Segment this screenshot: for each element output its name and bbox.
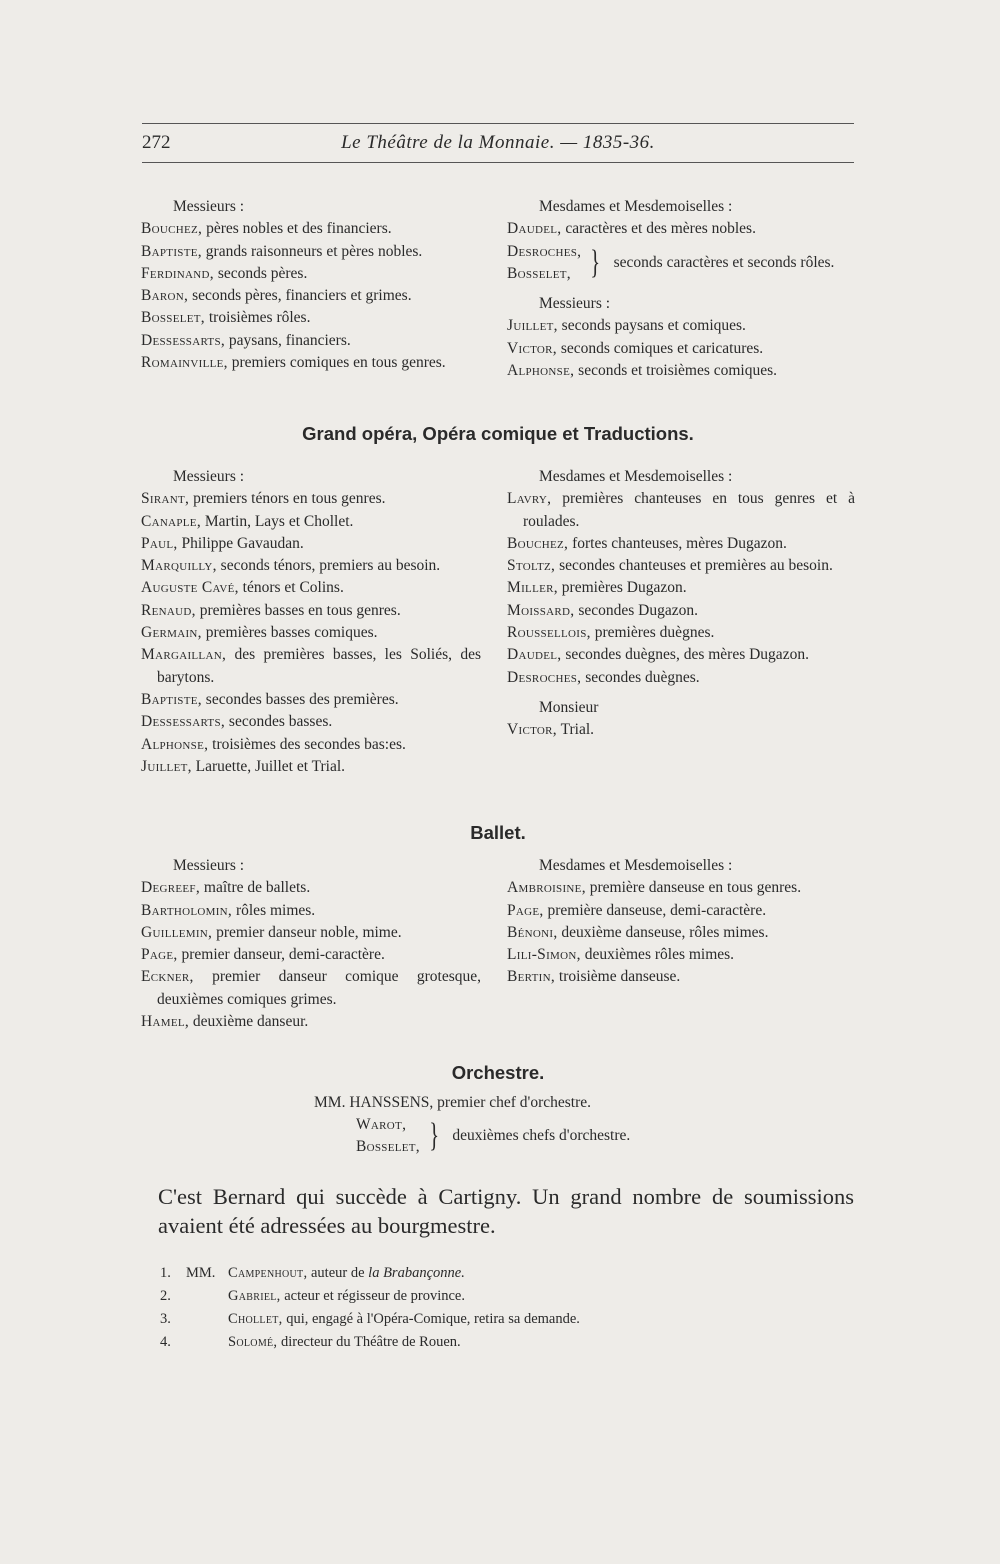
mm-prefix: MM. (314, 1094, 346, 1111)
actor-name: Page, (141, 946, 178, 964)
section-title-opera: Grand opéra, Opéra comique et Traductions. (302, 423, 694, 444)
role-text: secondes duègnes, des mères Dugazon. (561, 646, 809, 664)
mm-prefix (186, 1331, 228, 1354)
cast-entry (141, 330, 481, 352)
brace-group (356, 1114, 630, 1158)
actor-name: Moissard, (507, 601, 575, 619)
role-text: paysans, financiers. (225, 331, 351, 349)
actor-name: Victor, (507, 339, 557, 357)
footnote-number: 4. (160, 1334, 171, 1350)
orchestre-line (314, 1092, 630, 1114)
cast-entry (507, 360, 855, 382)
cast-entry (141, 689, 481, 711)
actor-name: Degreef, (141, 879, 201, 897)
actor-name: Lili-Simon, (507, 946, 581, 964)
actor-name: Bartholomin, (141, 901, 233, 919)
person-name: Chollet, (228, 1311, 283, 1327)
group-heading: Messieurs : (173, 468, 245, 485)
cast-entry (507, 900, 855, 922)
actor-name: Roussellois, (507, 624, 591, 642)
actor-name: Desroches, (507, 242, 582, 260)
cast-entry (141, 966, 481, 1011)
cast-entry (507, 488, 855, 533)
role-text: secondes duègnes. (581, 668, 700, 686)
cast-entry (141, 711, 481, 733)
actor-name: Baptiste, (141, 242, 202, 260)
cast-entry (141, 241, 481, 263)
cast-entry (141, 734, 481, 756)
cast-entry (141, 877, 481, 899)
actor-name: Miller, (507, 579, 558, 597)
footnote (160, 1262, 580, 1285)
cast-entry (507, 944, 855, 966)
cast-entry (141, 577, 481, 599)
actor-name: Hamel, (141, 1013, 190, 1031)
actor-name: Bénoni, (507, 923, 558, 941)
footnote-text: acteur et régisseur de province. (280, 1288, 465, 1304)
person-name: Campenhout, (228, 1265, 308, 1281)
group-heading: Mesdames et Mesdemoiselles : (539, 468, 733, 485)
role-text: deuxièmes rôles mimes. (580, 946, 735, 964)
actor-name: Victor, (507, 721, 557, 739)
cast-entry (507, 338, 855, 360)
role-text: secondes Dugazon. (574, 601, 698, 619)
role-text: deuxième danseur. (189, 1013, 309, 1031)
actor-name: Ambroisine, (507, 879, 586, 897)
actor-name: Juillet, (507, 317, 558, 335)
footnotes (160, 1262, 580, 1354)
role-text: premières chanteuses en tous genres et à roulades. (523, 490, 855, 530)
cast-entry (507, 644, 855, 666)
role-text: seconds pères. (213, 264, 308, 282)
role-text: rôles mimes. (232, 901, 316, 919)
cast-entry (141, 218, 481, 240)
group-heading: Mesdames et Mesdemoiselles : (539, 857, 733, 874)
cast-entry (141, 922, 481, 944)
actor-name: Stoltz, (507, 557, 556, 575)
role-text: seconds pères, financiers et grimes. (188, 287, 412, 305)
cast-entry (141, 285, 481, 307)
actor-name: Page, (507, 901, 544, 919)
brace-symbol: } (429, 1117, 440, 1154)
role-text: premiers comiques en tous genres. (227, 354, 446, 372)
group-heading: Mesdames et Mesdemoiselles : (539, 198, 733, 215)
role-text: fortes chanteuses, mères Dugazon. (568, 534, 787, 552)
actor-name: Bosselet, (141, 309, 205, 327)
cast-entry (507, 533, 855, 555)
cast-entry (141, 944, 481, 966)
actor-name: Canaple, (141, 512, 202, 530)
actor-name: Marquilly, (141, 557, 217, 575)
cast-entry (141, 307, 481, 329)
role-text: seconds ténors, premiers au besoin. (216, 557, 441, 575)
role-text: maître de ballets. (200, 879, 311, 897)
actor-name: Baron, (141, 287, 189, 305)
header-rule (142, 162, 854, 163)
cast-entry (141, 644, 481, 689)
role-text: premier danseur comique grotesque, deuxièmes comiques grimes. (157, 968, 481, 1008)
role-text: seconds et troisièmes comiques. (574, 362, 778, 380)
role-text: secondes basses. (225, 713, 333, 731)
actor-name: Romainville, (141, 354, 228, 372)
running-header (142, 132, 854, 162)
actor-name: Bouchez, (507, 534, 569, 552)
role-text: premières duègnes. (590, 624, 715, 642)
group-heading: Messieurs : (539, 295, 611, 313)
actor-name: Bouchez, (141, 220, 203, 238)
cast-entry (507, 966, 855, 988)
actor-name: Eckner, (141, 968, 194, 986)
actor-name: Juillet, (141, 757, 192, 775)
actor-name: Dessessarts, (141, 713, 226, 731)
cast-entry (507, 922, 855, 944)
role-text: Philippe Gavaudan. (177, 534, 304, 552)
ballet-right-column (507, 855, 855, 989)
role-text: première danseuse, demi-caractère. (543, 901, 767, 919)
role-text: secondes chanteuses et premières au besoin. (555, 557, 833, 575)
brace-symbol: } (590, 243, 601, 281)
role-text: troisième danseuse. (555, 968, 681, 986)
page-number: 272 (142, 132, 171, 153)
cast-entry (141, 555, 481, 577)
cast-entry (141, 533, 481, 555)
brace-group (507, 241, 855, 286)
role-text: troisièmes des secondes bas:es. (208, 735, 406, 753)
opera-right-column (507, 466, 855, 742)
cast-entry (141, 756, 481, 778)
role-text: premières Dugazon. (557, 579, 687, 597)
actor-name: Margaillan, (141, 646, 227, 664)
group-heading: Monsieur (539, 698, 599, 716)
cast-entry (507, 555, 855, 577)
cast-entry (507, 877, 855, 899)
role-text: pères nobles et des financiers. (202, 220, 392, 238)
cast-entry (141, 488, 481, 510)
role-text: des premières basses, les Soliés, des barytons. (157, 646, 481, 686)
footnote (160, 1308, 580, 1331)
actor-name: Daudel, (507, 220, 562, 238)
running-title: Le Théâtre de la Monnaie. — 1835-36. (341, 132, 655, 153)
actor-name: Alphonse, (507, 362, 575, 380)
footnote (160, 1331, 580, 1354)
section-title-orchestre: Orchestre. (451, 1062, 545, 1083)
comedie-right-column (507, 196, 855, 382)
cast-entry (507, 315, 855, 337)
section-title-ballet: Ballet. (470, 822, 526, 843)
actor-name: Germain, (141, 624, 202, 642)
role-text: deuxièmes chefs d'orchestre. (452, 1127, 631, 1144)
footnote-text: directeur du Théâtre de Rouen. (277, 1334, 461, 1350)
role-text: premières basses en tous genres. (195, 601, 401, 619)
role-text: seconds comiques et caricatures. (556, 339, 764, 357)
role-text: premier danseur, demi-caractère. (177, 946, 385, 964)
group-heading: Messieurs : (173, 198, 245, 215)
mm-prefix (186, 1285, 228, 1308)
musician-name: Bosselet, (356, 1138, 420, 1155)
actor-name: Baptiste, (141, 690, 202, 708)
actor-name: Lavry, (507, 490, 552, 508)
role-text: caractères et des mères nobles. (561, 220, 756, 238)
role-text: premières basses comiques. (201, 624, 378, 642)
mm-prefix (186, 1308, 228, 1331)
role-text: seconds caractères et seconds rôles. (613, 253, 835, 271)
comedie-left-column (141, 196, 481, 374)
actor-name: Ferdinand, (141, 264, 214, 282)
role-text: deuxième danseuse, rôles mimes. (557, 923, 769, 941)
cast-entry (507, 577, 855, 599)
role-text: premier danseur noble, mime. (212, 923, 402, 941)
ballet-left-column (141, 855, 481, 1033)
cast-entry (507, 719, 855, 741)
body-paragraph: C'est Bernard qui succède à Cartigny. Un grand nombre de soumissions avaient été adressées au bourgmestre. (158, 1184, 854, 1238)
actor-name: Paul, (141, 534, 178, 552)
cast-entry (141, 900, 481, 922)
actor-name: Renaud, (141, 601, 196, 619)
footnote-number: 1. (160, 1265, 171, 1281)
role-text: grands raisonneurs et pères nobles. (201, 242, 423, 260)
role-text: secondes basses des premières. (201, 690, 399, 708)
cast-entry (141, 511, 481, 533)
musician-name: Warot, (356, 1116, 407, 1133)
cast-entry (507, 622, 855, 644)
orchestre-block (314, 1092, 630, 1158)
actor-name: Bosselet, (507, 264, 571, 282)
actor-name: Sirant, (141, 490, 190, 508)
role-text: ténors et Colins. (238, 579, 344, 597)
cast-entry (141, 600, 481, 622)
footnote (160, 1285, 580, 1308)
footnote-number: 2. (160, 1288, 171, 1304)
footnote-text: qui, engagé à l'Opéra-Comique, retira sa demande. (282, 1311, 580, 1327)
role-text: première danseuse en tous genres. (585, 879, 802, 897)
actor-name: Guillemin, (141, 923, 213, 941)
top-rule (142, 123, 854, 124)
footnote-number: 3. (160, 1311, 171, 1327)
role-text: premiers ténors en tous genres. (189, 490, 386, 508)
person-name: Gabriel, (228, 1288, 281, 1304)
cast-entry (507, 600, 855, 622)
actor-name: Alphonse, (141, 735, 209, 753)
cast-entry (507, 218, 855, 240)
role-text: Martin, Lays et Chollet. (201, 512, 354, 530)
opera-left-column (141, 466, 481, 778)
actor-name: Desroches, (507, 668, 582, 686)
footnote-text: auteur de (307, 1265, 369, 1281)
cast-entry (507, 667, 855, 689)
mm-prefix: MM. (186, 1265, 216, 1281)
role-text: seconds paysans et comiques. (557, 317, 746, 335)
group-heading: Messieurs : (173, 857, 245, 874)
cast-entry (141, 352, 481, 374)
actor-name: Bertin, (507, 968, 556, 986)
role-text: Laruette, Juillet et Trial. (191, 757, 346, 775)
actor-name: Auguste Cavé, (141, 579, 239, 597)
role-text: Trial. (556, 721, 595, 739)
person-name: Solomé, (228, 1334, 278, 1350)
actor-name: Daudel, (507, 646, 562, 664)
footnote-italic: la Brabançonne. (368, 1265, 465, 1281)
cast-entry (141, 1011, 481, 1033)
conductor-text: HANSSENS, premier chef d'orchestre. (349, 1094, 592, 1111)
role-text: troisièmes rôles. (204, 309, 311, 327)
cast-entry (141, 622, 481, 644)
cast-entry (141, 263, 481, 285)
actor-name: Dessessarts, (141, 331, 226, 349)
